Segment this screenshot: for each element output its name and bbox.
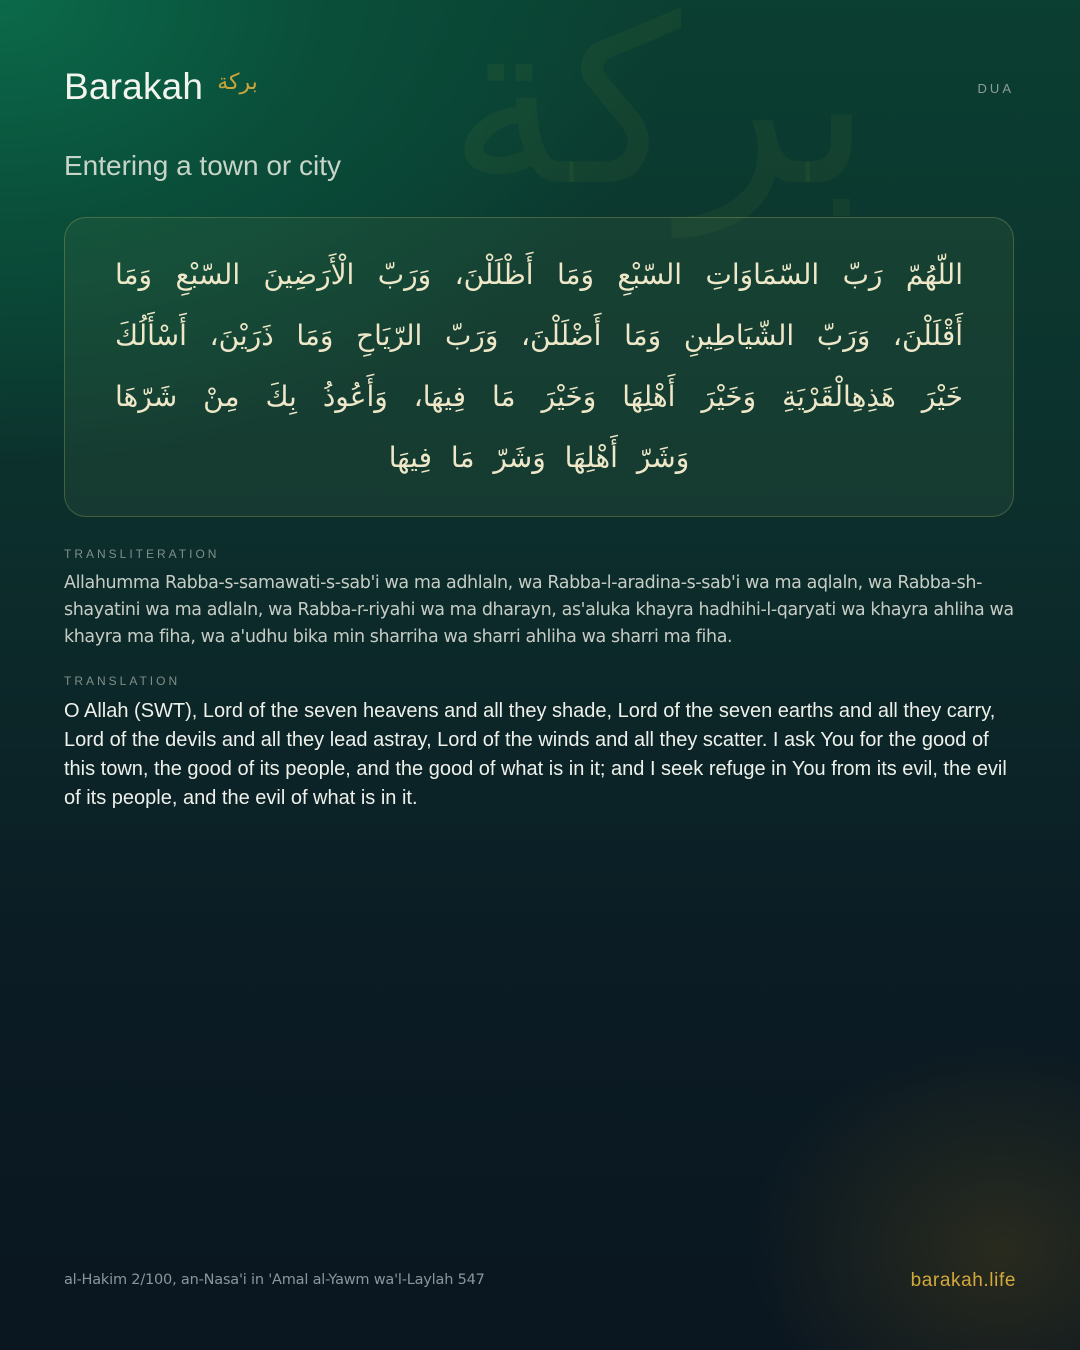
arabic-dua-text: اللّهُمّ رَبّ السّمَاوَاتِ السّبْعِ وَمَا أَظْلَلْنَ، وَرَبّ الْأَرَضِينَ السّبْعِ وَمَا أَقْلَلْنَ، وَرَبّ الشّيَاطِينِ وَمَا أَضْلَلْنَ، وَرَبّ الرّيَاحِ وَمَا ذَرَيْنَ، أَسْأَلُكَ خَيْرَ هَذِهِالْقَرْيَةِ وَخَيْرَ أَهْلِهَا وَخَيْرَ مَا فِيهَا، وَأَعُوذُ بِكَ مِنْ شَرّهَا وَشَرّ أَهْلِهَا وَشَرّ مَا فِيهَا [115, 258, 963, 474]
header [64, 62, 1016, 122]
category-label: DUA [977, 81, 1014, 96]
brand-logo [64, 66, 258, 108]
translation-text: O Allah (SWT), Lord of the seven heavens and all they shade, Lord of the seven earths and all they carry, Lord of the devils and all they lead astray, Lord of the winds and all they scatter. I ask You for the good of this town, the good of its people, and the good of what is in it; and I seek refuge in You from its evil, the evil of its people, and the evil of what is in it. [64, 700, 1007, 809]
arabic-dua-card [64, 217, 1014, 517]
transliteration-text: Allahumma Rabba-s-samawati-s-sab'i wa ma adhlaln, wa Rabba-l-aradina-s-sab'i wa ma aqlaln, wa Rabba-sh-shayatini wa ma adlaln, wa Rabba-r-riyahi wa ma dharayn, as'aluka khayra hadhihi-l-qaryati wa khayra ahliha wa khayra ma fiha, wa a'udhu bika min sharriha wa sharri ahliha wa sharri ma fiha. [64, 573, 1014, 647]
brand-arabic-name: بركة [217, 70, 258, 95]
brand-watermark: بركة [448, 0, 872, 237]
page-title: Entering a town or city [64, 150, 342, 181]
transliteration-label: TRANSLITERATION [64, 547, 220, 561]
source-citation: al-Hakim 2/100, an-Nasa'i in 'Amal al-Yawm wa'l-Laylah 547 [64, 1272, 485, 1288]
translation-label: TRANSLATION [64, 674, 181, 688]
brand-name: Barakah [64, 66, 204, 107]
website-link[interactable]: barakah.life [910, 1270, 1016, 1291]
